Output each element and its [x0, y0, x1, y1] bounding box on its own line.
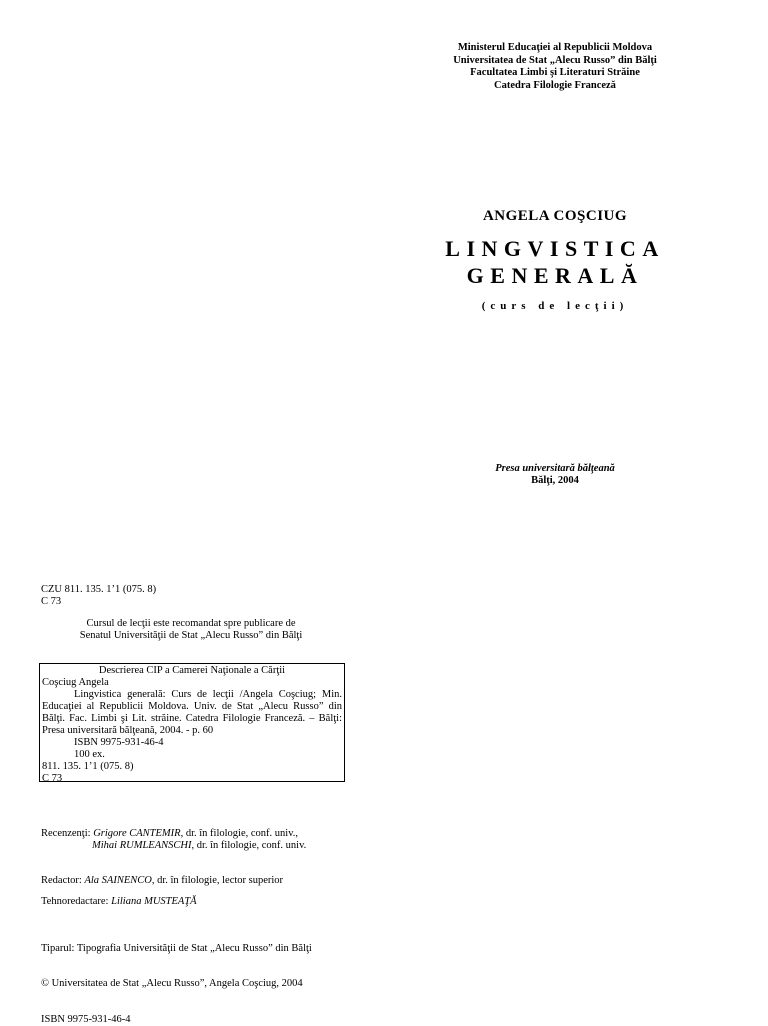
- czu-code: CZU 811. 135. 1’1 (075. 8): [41, 584, 157, 595]
- editor-line: [41, 875, 283, 887]
- institution-block: [355, 42, 755, 92]
- editor-title: , dr. în filologie, lector superior: [151, 875, 284, 886]
- department-line: Catedra Filologie Franceză: [494, 79, 616, 91]
- reviewers-block: [41, 828, 306, 852]
- cip-class: 811. 135. 1’1 (075. 8): [42, 761, 134, 772]
- university-line: Universitatea de Stat „Alecu Russo” din Bălţi: [453, 54, 657, 66]
- cip-description-box: [39, 663, 345, 782]
- classification-block: [41, 584, 156, 608]
- reviewer-1: [41, 828, 306, 840]
- publisher-name: Presa universitară bălţeană: [495, 463, 615, 474]
- reviewer-2-name: Mihai RUMLEANSCHI: [92, 840, 192, 851]
- title-line-1: LINGVISTICA: [445, 236, 665, 261]
- recommendation-line-2: Senatul Universităţii de Stat „Alecu Russo” din Bălţi: [79, 630, 303, 641]
- editor-label: Redactor:: [41, 875, 85, 886]
- isbn-line: ISBN 9975-931-46-4: [41, 1014, 131, 1025]
- class-code: C 73: [41, 596, 62, 607]
- printing-line: Tiparul: Tipografia Universităţii de Stat „Alecu Russo” din Bălţi: [41, 943, 312, 954]
- editor-name: Ala SAINENCO: [84, 875, 152, 886]
- publisher-place-year: Bălţi, 2004: [531, 475, 579, 486]
- copyright-line: © Universitatea de Stat „Alecu Russo”, Angela Coşciug, 2004: [41, 978, 303, 989]
- cip-description: Lingvistica generală: Curs de lecţii /Angela Coşciug; Min. Educaţiei al Republicii Moldova. Univ. de Stat „Alecu Russo” din Bălţi. Fac. Limbi şi Lit. străine. Catedra Filologie Franceză. – Bălţi: Presa universitară bălţeană, 2004. - p. 60: [42, 689, 342, 736]
- cip-code: C 73: [42, 773, 63, 784]
- reviewer-1-title: , dr. în filologie, conf. univ.,: [180, 828, 299, 839]
- ministry-line: Ministerul Educaţiei al Republicii Moldova: [457, 42, 653, 53]
- recommendation-line-1: Cursul de lecţii este recomandat spre publicare de: [86, 618, 296, 629]
- author-name: ANGELA COŞCIUG: [482, 208, 628, 224]
- cip-header: Descrierea CIP a Camerei Naţionale a Cărţii: [98, 665, 286, 676]
- cip-isbn: ISBN 9975-931-46-4: [74, 737, 164, 748]
- cip-author: Coşciug Angela: [42, 677, 109, 688]
- reviewer-1-name: Grigore CANTEMIR: [93, 828, 181, 839]
- subtitle: (curs de lecţii): [481, 300, 629, 312]
- typesetter-name: Liliana MUSTEAŢĂ: [111, 896, 197, 907]
- typesetter-label: Tehnoredactare:: [41, 896, 112, 907]
- reviewers-label: Recenzenţi:: [41, 828, 94, 839]
- reviewer-2-title: , dr. în filologie, conf. univ.: [191, 840, 307, 851]
- recommendation-note: [41, 618, 341, 642]
- reviewer-2: [41, 840, 306, 852]
- publisher-block: [355, 463, 755, 487]
- faculty-line: Facultatea Limbi şi Literaturi Străine: [470, 67, 640, 78]
- title-line-2: GENERALĂ: [466, 263, 644, 288]
- typesetter-line: [41, 896, 197, 908]
- cip-copies: 100 ex.: [74, 749, 105, 760]
